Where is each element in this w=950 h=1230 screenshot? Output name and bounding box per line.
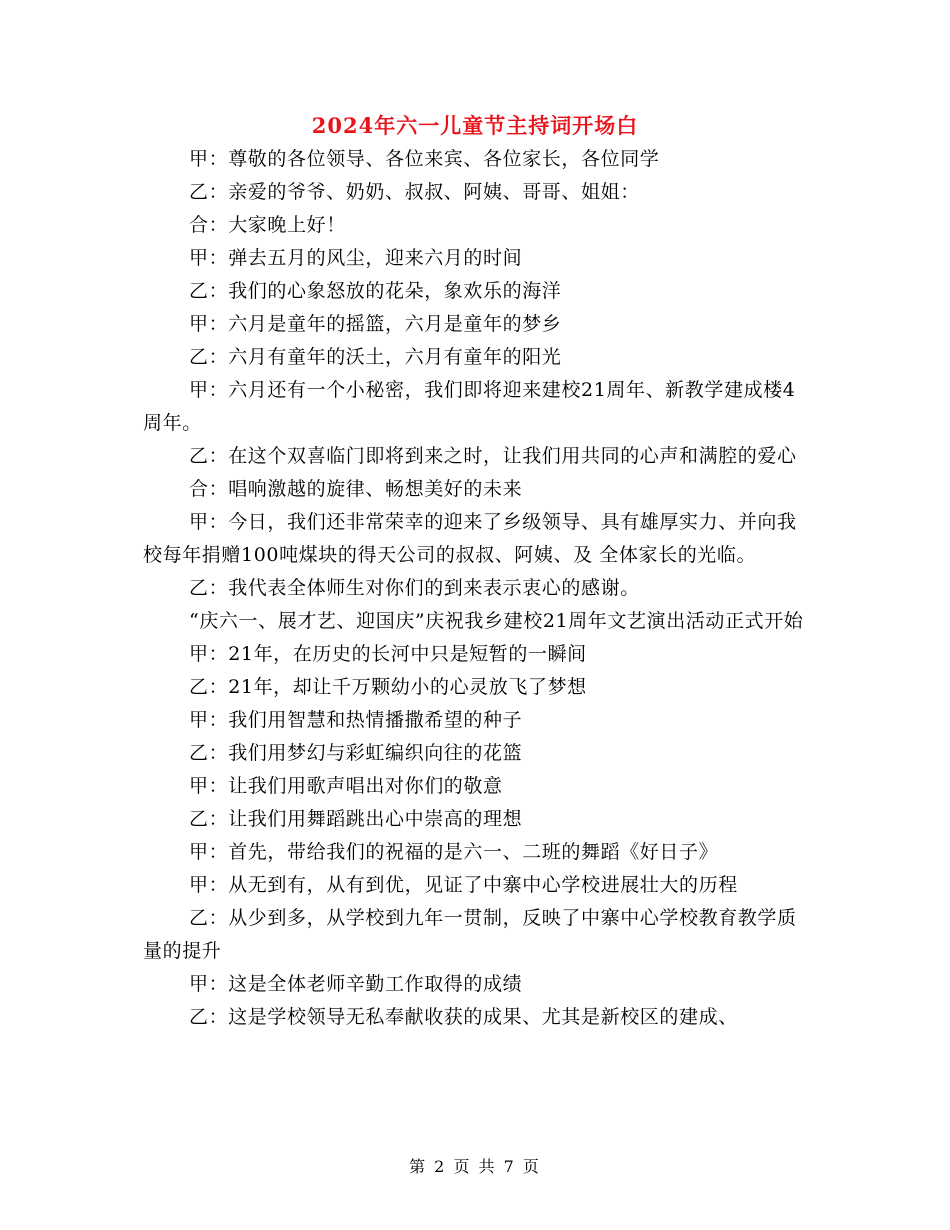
paragraph: 乙：这是学校领导无私奉献收获的成果、尤其是新校区的建成、 (189, 1006, 738, 1028)
document-body (143, 143, 808, 1034)
paragraph: 甲：首先，带给我们的祝福的是六一、二班的舞蹈《好日子》 (189, 841, 719, 863)
paragraph: 甲：六月还有一个小秘密，我们即将迎来建校21周年、新教学建成楼4周年。 (143, 379, 796, 434)
document-title: 2024年六一儿童节主持词开场白 (311, 113, 639, 138)
paragraph: 乙：从少到多，从学校到九年一贯制，反映了中寨中心学校教育教学质量的提升 (143, 907, 797, 962)
paragraph: “庆六一、展才艺、迎国庆”庆祝我乡建校21周年文艺演出活动正式开始 (189, 610, 804, 632)
page-number-footer: 第 2 页 共 7 页 (409, 1157, 541, 1176)
paragraph: 甲：六月是童年的摇篮，六月是童年的梦乡 (189, 313, 562, 335)
paragraph: 甲：让我们用歌声唱出对你们的敬意 (189, 775, 503, 797)
paragraph: 乙：我们用梦幻与彩虹编织向往的花篮 (189, 742, 523, 764)
paragraph: 甲：我们用智慧和热情播撒希望的种子 (189, 709, 523, 731)
paragraph: 甲：弹去五月的风尘，迎来六月的时间 (189, 247, 523, 269)
paragraph: 合：唱响激越的旋律、畅想美好的未来 (189, 478, 523, 500)
paragraph: 乙：我们的心象怒放的花朵，象欢乐的海洋 (189, 280, 562, 302)
paragraph: 乙：让我们用舞蹈跳出心中崇高的理想 (189, 808, 523, 830)
paragraph: 乙：六月有童年的沃土，六月有童年的阳光 (189, 346, 562, 368)
paragraph: 甲：21年，在历史的长河中只是短暂的一瞬间 (189, 643, 587, 665)
paragraph: 甲：今日，我们还非常荣幸的迎来了乡级领导、具有雄厚实力、并向我校每年捐赠100吨煤块的得天公司的叔叔、阿姨、及 全体家长的光临。 (143, 511, 797, 566)
paragraph: 乙：21年，却让千万颗幼小的心灵放飞了梦想 (189, 676, 587, 698)
paragraph: 合：大家晚上好！ (189, 214, 346, 236)
paragraph: 乙：亲爱的爷爷、奶奶、叔叔、阿姨、哥哥、姐姐： (189, 181, 640, 203)
paragraph: 乙：我代表全体师生对你们的到来表示衷心的感谢。 (189, 577, 640, 599)
paragraph: 乙：在这个双喜临门即将到来之时，让我们用共同的心声和满腔的爱心 (189, 445, 797, 467)
paragraph: 甲：从无到有，从有到优，见证了中寨中心学校进展壮大的历程 (189, 874, 738, 896)
paragraph: 甲：这是全体老师辛勤工作取得的成绩 (189, 973, 523, 995)
paragraph: 甲：尊敬的各位领导、各位来宾、各位家长，各位同学 (189, 148, 660, 170)
